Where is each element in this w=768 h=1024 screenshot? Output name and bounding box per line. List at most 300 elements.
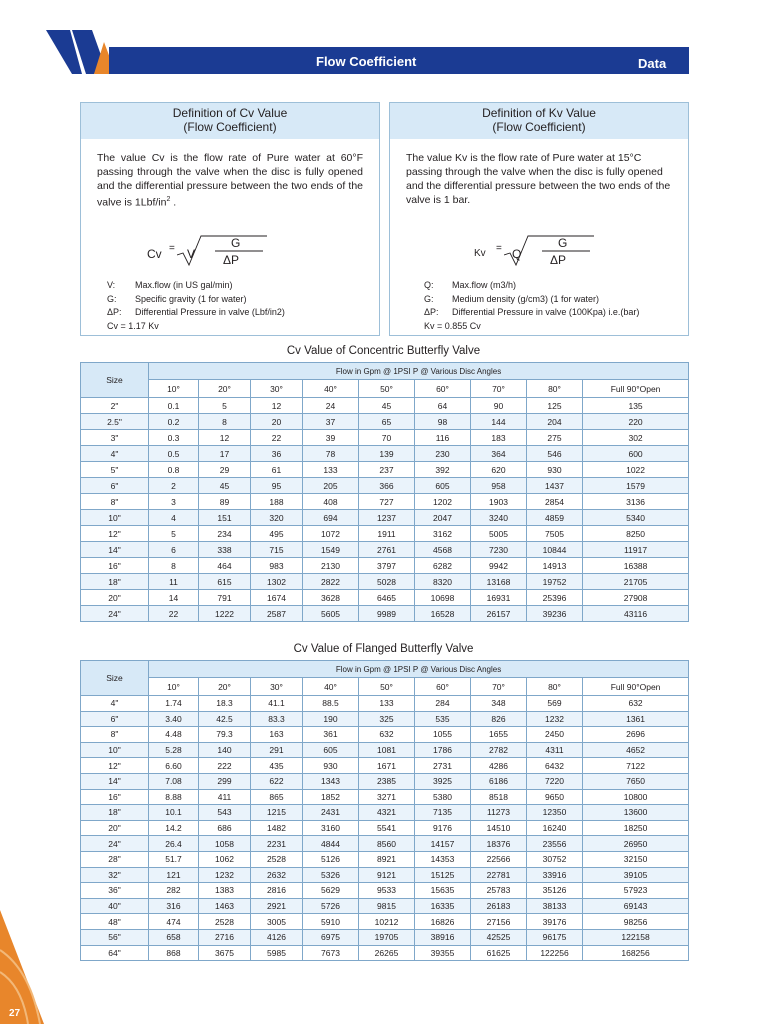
cv-definition-heading: Definition of Cv Value (Flow Coefficient) bbox=[81, 103, 379, 139]
cv-cell: 791 bbox=[199, 590, 251, 606]
cv-cell: 5340 bbox=[583, 510, 689, 526]
cv-cell: 9815 bbox=[359, 898, 415, 914]
cv-cell: 1674 bbox=[251, 590, 303, 606]
cv-cell: 90 bbox=[471, 398, 527, 414]
cv-cell: 615 bbox=[199, 574, 251, 590]
cv-cell: 7230 bbox=[471, 542, 527, 558]
cv-cell: 15635 bbox=[415, 883, 471, 899]
cv-cell: 4859 bbox=[527, 510, 583, 526]
cv-cell: 9121 bbox=[359, 867, 415, 883]
cv-cell: 98256 bbox=[583, 914, 689, 930]
kv-definition-text: The value Kv is the flow rate of Pure water at 15°C passing through the valve when the disc is fully opened and the differential pressure between the two ends of the valve is 1 bar. bbox=[406, 152, 671, 206]
cv-cell: 366 bbox=[359, 478, 415, 494]
cv-cell: 16388 bbox=[583, 558, 689, 574]
cv-cell: 632 bbox=[583, 696, 689, 712]
table-row bbox=[81, 510, 689, 526]
cv-cell: 632 bbox=[359, 727, 415, 743]
size-cell: 14" bbox=[81, 773, 149, 789]
cv-cell: 8518 bbox=[471, 789, 527, 805]
cv-cell: 5326 bbox=[303, 867, 359, 883]
cv-cell: 4652 bbox=[583, 742, 689, 758]
cv-cell: 61625 bbox=[471, 945, 527, 961]
cv-cell: 435 bbox=[251, 758, 303, 774]
table-row bbox=[81, 590, 689, 606]
cv-cell: 14.2 bbox=[149, 820, 199, 836]
cv-cell: 0.3 bbox=[149, 430, 199, 446]
table-row bbox=[81, 414, 689, 430]
cv-definition-text: The value Cv is the flow rate of Pure water at 60°F passing through the valve when the disc is fully opened and the differential pressure between the two ends of the valve is $1Lbf/in^2$ . bbox=[97, 152, 363, 209]
cv-cell: 12350 bbox=[527, 805, 583, 821]
cv-cell: 2731 bbox=[415, 758, 471, 774]
cv-cell: 1911 bbox=[359, 526, 415, 542]
kv-legend bbox=[424, 279, 639, 333]
cv-cell: 392 bbox=[415, 462, 471, 478]
cv-cell: 3271 bbox=[359, 789, 415, 805]
size-cell: 12" bbox=[81, 526, 149, 542]
cv-cell: 0.5 bbox=[149, 446, 199, 462]
size-cell: 64" bbox=[81, 945, 149, 961]
size-cell: 48" bbox=[81, 914, 149, 930]
cv-cell: 33916 bbox=[527, 867, 583, 883]
cv-cell: 727 bbox=[359, 494, 415, 510]
cv-cell: 7220 bbox=[527, 773, 583, 789]
cv-cell: 7650 bbox=[583, 773, 689, 789]
angle-header: Full 90°Open bbox=[583, 678, 689, 696]
cv-cell: 16931 bbox=[471, 590, 527, 606]
cv-cell: 299 bbox=[199, 773, 251, 789]
table-row bbox=[81, 758, 689, 774]
size-cell: 20" bbox=[81, 590, 149, 606]
angle-header: 80° bbox=[527, 380, 583, 398]
cv-cell: 1655 bbox=[471, 727, 527, 743]
cv-cell: 8250 bbox=[583, 526, 689, 542]
cv-cell: 133 bbox=[359, 696, 415, 712]
table-row bbox=[81, 914, 689, 930]
cv-cell: 5605 bbox=[303, 606, 359, 622]
size-cell: 56" bbox=[81, 929, 149, 945]
cv-cell: 4844 bbox=[303, 836, 359, 852]
cv-cell: 2716 bbox=[199, 929, 251, 945]
cv-cell: 1062 bbox=[199, 851, 251, 867]
cv-cell: 5380 bbox=[415, 789, 471, 805]
cv-cell: 275 bbox=[527, 430, 583, 446]
cv-cell: 1081 bbox=[359, 742, 415, 758]
cv-cell: 11 bbox=[149, 574, 199, 590]
cv-cell: 8 bbox=[149, 558, 199, 574]
cv-cell: 7505 bbox=[527, 526, 583, 542]
cv-cell: 5.28 bbox=[149, 742, 199, 758]
legend-item: Q: Max.flow (m3/h) bbox=[424, 280, 517, 290]
cv-cell: 2528 bbox=[199, 914, 251, 930]
cv-cell: 622 bbox=[251, 773, 303, 789]
cv-cell: 230 bbox=[415, 446, 471, 462]
cv-cell: 5910 bbox=[303, 914, 359, 930]
size-cell: 2" bbox=[81, 398, 149, 414]
cv-cell: 605 bbox=[303, 742, 359, 758]
size-cell: 8" bbox=[81, 494, 149, 510]
section-label: Data bbox=[638, 56, 667, 71]
cv-cell: 125 bbox=[527, 398, 583, 414]
cv-cell: 4311 bbox=[527, 742, 583, 758]
cv-cell: 4.48 bbox=[149, 727, 199, 743]
cv-cell: 151 bbox=[199, 510, 251, 526]
cv-cell: 5541 bbox=[359, 820, 415, 836]
cv-cell: 7673 bbox=[303, 945, 359, 961]
cv-cell: 2854 bbox=[527, 494, 583, 510]
cv-cell: 1482 bbox=[251, 820, 303, 836]
cv-cell: 364 bbox=[471, 446, 527, 462]
angle-header: 70° bbox=[471, 380, 527, 398]
cv-cell: 42.5 bbox=[199, 711, 251, 727]
cv-cell: 5629 bbox=[303, 883, 359, 899]
cv-cell: 1786 bbox=[415, 742, 471, 758]
cv-cell: 361 bbox=[303, 727, 359, 743]
cv-cell: 2696 bbox=[583, 727, 689, 743]
cv-cell: 10800 bbox=[583, 789, 689, 805]
cv-cell: 9942 bbox=[471, 558, 527, 574]
flanged-table-title: Cv Value of Flanged Butterfly Valve bbox=[293, 643, 474, 655]
cv-cell: 10844 bbox=[527, 542, 583, 558]
cv-cell: 6465 bbox=[359, 590, 415, 606]
cv-cell: 2450 bbox=[527, 727, 583, 743]
cv-legend bbox=[107, 279, 285, 333]
flanged-cv-table bbox=[80, 660, 689, 961]
kv-definition-heading: Definition of Kv Value (Flow Coefficient) bbox=[390, 103, 688, 139]
table-row bbox=[81, 742, 689, 758]
cv-cell: 10698 bbox=[415, 590, 471, 606]
cv-cell: 19752 bbox=[527, 574, 583, 590]
size-cell: 10" bbox=[81, 510, 149, 526]
cv-cell: 16335 bbox=[415, 898, 471, 914]
table-row bbox=[81, 945, 689, 961]
cv-cell: 15125 bbox=[415, 867, 471, 883]
cv-cell: 205 bbox=[303, 478, 359, 494]
cv-cell: 133 bbox=[303, 462, 359, 478]
cv-cell: 188 bbox=[251, 494, 303, 510]
kv-relation: Kv = 0.855 Cv bbox=[424, 320, 481, 331]
size-cell: 12" bbox=[81, 758, 149, 774]
cv-cell: 325 bbox=[359, 711, 415, 727]
angle-header: 70° bbox=[471, 678, 527, 696]
cv-cell: 36 bbox=[251, 446, 303, 462]
size-cell: 4" bbox=[81, 446, 149, 462]
cv-cell: 1.74 bbox=[149, 696, 199, 712]
cv-cell: 569 bbox=[527, 696, 583, 712]
cv-cell: 13600 bbox=[583, 805, 689, 821]
table-row bbox=[81, 696, 689, 712]
cv-cell: 23556 bbox=[527, 836, 583, 852]
cv-cell: 1202 bbox=[415, 494, 471, 510]
page-number: 27 bbox=[9, 1008, 21, 1019]
table-row bbox=[81, 727, 689, 743]
corner-decoration bbox=[0, 910, 60, 1024]
cv-cell: 27156 bbox=[471, 914, 527, 930]
cv-cell: 96175 bbox=[527, 929, 583, 945]
cv-cell: 122256 bbox=[527, 945, 583, 961]
cv-cell: 4321 bbox=[359, 805, 415, 821]
cv-cell: 9533 bbox=[359, 883, 415, 899]
size-cell: 5" bbox=[81, 462, 149, 478]
cv-cell: 43116 bbox=[583, 606, 689, 622]
cv-cell: 930 bbox=[527, 462, 583, 478]
cv-cell: 2761 bbox=[359, 542, 415, 558]
cv-cell: 8320 bbox=[415, 574, 471, 590]
cv-cell: 302 bbox=[583, 430, 689, 446]
cv-cell: 83.3 bbox=[251, 711, 303, 727]
cv-cell: 139 bbox=[359, 446, 415, 462]
cv-cell: 8 bbox=[199, 414, 251, 430]
group-header: Flow in Gpm @ 1PSI P @ Various Disc Angles bbox=[149, 363, 689, 380]
cv-cell: 20 bbox=[251, 414, 303, 430]
cv-cell: 6186 bbox=[471, 773, 527, 789]
cv-cell: 320 bbox=[251, 510, 303, 526]
table-row bbox=[81, 867, 689, 883]
cv-cell: 220 bbox=[583, 414, 689, 430]
cv-cell: 338 bbox=[199, 542, 251, 558]
cv-cell: 5005 bbox=[471, 526, 527, 542]
cv-cell: 1232 bbox=[527, 711, 583, 727]
cv-cell: 89 bbox=[199, 494, 251, 510]
cv-cell: 12 bbox=[199, 430, 251, 446]
cv-cell: 9650 bbox=[527, 789, 583, 805]
cv-cell: 5 bbox=[149, 526, 199, 542]
cv-cell: 605 bbox=[415, 478, 471, 494]
cv-cell: 8.88 bbox=[149, 789, 199, 805]
size-cell: 3" bbox=[81, 430, 149, 446]
cv-cell: 11917 bbox=[583, 542, 689, 558]
angle-header: 10° bbox=[149, 678, 199, 696]
cv-cell: 16528 bbox=[415, 606, 471, 622]
table-row bbox=[81, 789, 689, 805]
cv-cell: 1022 bbox=[583, 462, 689, 478]
size-cell: 40" bbox=[81, 898, 149, 914]
cv-cell: 234 bbox=[199, 526, 251, 542]
cv-cell: 41.1 bbox=[251, 696, 303, 712]
cv-cell: 22 bbox=[251, 430, 303, 446]
cv-cell: 26157 bbox=[471, 606, 527, 622]
cv-cell: 37 bbox=[303, 414, 359, 430]
cv-cell: 2632 bbox=[251, 867, 303, 883]
angle-header: 60° bbox=[415, 380, 471, 398]
cv-cell: 5985 bbox=[251, 945, 303, 961]
cv-cell: 411 bbox=[199, 789, 251, 805]
cv-cell: 5 bbox=[199, 398, 251, 414]
angle-header: Full 90°Open bbox=[583, 380, 689, 398]
cv-cell: 7135 bbox=[415, 805, 471, 821]
legend-item: G: Specific gravity (1 for water) bbox=[107, 293, 247, 304]
cv-cell: 6282 bbox=[415, 558, 471, 574]
cv-cell: 64 bbox=[415, 398, 471, 414]
table-row bbox=[81, 462, 689, 478]
table-row bbox=[81, 558, 689, 574]
cv-cell: 39355 bbox=[415, 945, 471, 961]
cv-cell: 348 bbox=[471, 696, 527, 712]
cv-cell: 3162 bbox=[415, 526, 471, 542]
cv-cell: 1671 bbox=[359, 758, 415, 774]
angle-header: 80° bbox=[527, 678, 583, 696]
cv-cell: 65 bbox=[359, 414, 415, 430]
cv-cell: 1232 bbox=[199, 867, 251, 883]
cv-cell: 24 bbox=[303, 398, 359, 414]
cv-cell: 222 bbox=[199, 758, 251, 774]
cv-cell: 8921 bbox=[359, 851, 415, 867]
kv-definition-box bbox=[389, 102, 689, 336]
page-title: Flow Coefficient bbox=[316, 54, 417, 69]
cv-cell: 116 bbox=[415, 430, 471, 446]
cv-cell: 39 bbox=[303, 430, 359, 446]
cv-cell: 600 bbox=[583, 446, 689, 462]
cv-cell: 204 bbox=[527, 414, 583, 430]
table-row bbox=[81, 478, 689, 494]
size-cell: 20" bbox=[81, 820, 149, 836]
angle-header: 50° bbox=[359, 380, 415, 398]
cv-cell: 121 bbox=[149, 867, 199, 883]
cv-cell: 29 bbox=[199, 462, 251, 478]
size-cell: 18" bbox=[81, 805, 149, 821]
cv-cell: 1383 bbox=[199, 883, 251, 899]
cv-cell: 16826 bbox=[415, 914, 471, 930]
cv-cell: 1903 bbox=[471, 494, 527, 510]
cv-cell: 8560 bbox=[359, 836, 415, 852]
cv-cell: 12 bbox=[251, 398, 303, 414]
size-cell: 24" bbox=[81, 606, 149, 622]
table-row bbox=[81, 430, 689, 446]
cv-cell: 7.08 bbox=[149, 773, 199, 789]
cv-cell: 1058 bbox=[199, 836, 251, 852]
table-row bbox=[81, 820, 689, 836]
cv-cell: 3628 bbox=[303, 590, 359, 606]
cv-cell: 39105 bbox=[583, 867, 689, 883]
angle-header: 50° bbox=[359, 678, 415, 696]
cv-cell: 22566 bbox=[471, 851, 527, 867]
table-row bbox=[81, 805, 689, 821]
table-row bbox=[81, 494, 689, 510]
cv-cell: 715 bbox=[251, 542, 303, 558]
cv-cell: 4126 bbox=[251, 929, 303, 945]
cv-cell: 546 bbox=[527, 446, 583, 462]
cv-cell: 19705 bbox=[359, 929, 415, 945]
cv-definition-box bbox=[80, 102, 380, 336]
angle-header: 40° bbox=[303, 678, 359, 696]
cv-cell: 2528 bbox=[251, 851, 303, 867]
cv-cell: 22 bbox=[149, 606, 199, 622]
cv-cell: 2047 bbox=[415, 510, 471, 526]
table-row bbox=[81, 542, 689, 558]
cv-cell: 27908 bbox=[583, 590, 689, 606]
cv-cell: 16240 bbox=[527, 820, 583, 836]
angle-header: 40° bbox=[303, 380, 359, 398]
cv-cell: 11273 bbox=[471, 805, 527, 821]
cv-cell: 122158 bbox=[583, 929, 689, 945]
legend-item: G: Medium density (g/cm3) (1 for water) bbox=[424, 293, 600, 304]
cv-cell: 930 bbox=[303, 758, 359, 774]
concentric-cv-table bbox=[80, 362, 689, 622]
cv-cell: 1549 bbox=[303, 542, 359, 558]
cv-cell: 10212 bbox=[359, 914, 415, 930]
cv-relation: Cv = 1.17 Kv bbox=[107, 320, 159, 331]
size-cell: 4" bbox=[81, 696, 149, 712]
angle-header: 10° bbox=[149, 380, 199, 398]
cv-cell: 14157 bbox=[415, 836, 471, 852]
cv-cell: 3005 bbox=[251, 914, 303, 930]
cv-cell: 39176 bbox=[527, 914, 583, 930]
cv-cell: 5028 bbox=[359, 574, 415, 590]
cv-cell: 2231 bbox=[251, 836, 303, 852]
cv-cell: 543 bbox=[199, 805, 251, 821]
cv-cell: 38133 bbox=[527, 898, 583, 914]
cv-cell: 26950 bbox=[583, 836, 689, 852]
cv-cell: 5126 bbox=[303, 851, 359, 867]
table-row bbox=[81, 773, 689, 789]
cv-cell: 474 bbox=[149, 914, 199, 930]
cv-cell: 70 bbox=[359, 430, 415, 446]
cv-cell: 535 bbox=[415, 711, 471, 727]
size-cell: 36" bbox=[81, 883, 149, 899]
cv-cell: 826 bbox=[471, 711, 527, 727]
cv-cell: 1343 bbox=[303, 773, 359, 789]
table-row bbox=[81, 883, 689, 899]
table-row bbox=[81, 898, 689, 914]
cv-cell: 51.7 bbox=[149, 851, 199, 867]
cv-cell: 620 bbox=[471, 462, 527, 478]
cv-cell: 2385 bbox=[359, 773, 415, 789]
cv-cell: 1215 bbox=[251, 805, 303, 821]
legend-item: ΔP: Differential Pressure in valve (100Kpa) i.e.(bar) bbox=[424, 307, 640, 317]
cv-cell: 45 bbox=[199, 478, 251, 494]
size-cell: 28" bbox=[81, 851, 149, 867]
cv-cell: 79.3 bbox=[199, 727, 251, 743]
cv-cell: 2130 bbox=[303, 558, 359, 574]
kv-formula: Kv = Q G ΔP bbox=[474, 235, 644, 271]
cv-cell: 3925 bbox=[415, 773, 471, 789]
cv-cell: 1579 bbox=[583, 478, 689, 494]
cv-cell: 42525 bbox=[471, 929, 527, 945]
size-cell: 32" bbox=[81, 867, 149, 883]
cv-cell: 3675 bbox=[199, 945, 251, 961]
cv-cell: 3797 bbox=[359, 558, 415, 574]
cv-cell: 26265 bbox=[359, 945, 415, 961]
cv-cell: 1055 bbox=[415, 727, 471, 743]
cv-cell: 1222 bbox=[199, 606, 251, 622]
cv-cell: 284 bbox=[415, 696, 471, 712]
cv-cell: 6 bbox=[149, 542, 199, 558]
concentric-table-title: Cv Value of Concentric Butterfly Valve bbox=[286, 345, 481, 357]
cv-cell: 958 bbox=[471, 478, 527, 494]
cv-cell: 1361 bbox=[583, 711, 689, 727]
cv-cell: 18.3 bbox=[199, 696, 251, 712]
table-row bbox=[81, 398, 689, 414]
cv-cell: 3240 bbox=[471, 510, 527, 526]
angle-header: 20° bbox=[199, 380, 251, 398]
cv-cell: 6432 bbox=[527, 758, 583, 774]
cv-cell: 1072 bbox=[303, 526, 359, 542]
cv-cell: 14510 bbox=[471, 820, 527, 836]
cv-cell: 686 bbox=[199, 820, 251, 836]
table-row bbox=[81, 606, 689, 622]
cv-cell: 9989 bbox=[359, 606, 415, 622]
cv-cell: 14913 bbox=[527, 558, 583, 574]
cv-cell: 5726 bbox=[303, 898, 359, 914]
cv-cell: 30752 bbox=[527, 851, 583, 867]
group-header: Flow in Gpm @ 1PSI P @ Various Disc Angles bbox=[149, 661, 689, 678]
cv-cell: 183 bbox=[471, 430, 527, 446]
size-cell: 16" bbox=[81, 789, 149, 805]
cv-cell: 135 bbox=[583, 398, 689, 414]
cv-cell: 658 bbox=[149, 929, 199, 945]
cv-cell: 140 bbox=[199, 742, 251, 758]
cv-cell: 1852 bbox=[303, 789, 359, 805]
table-row bbox=[81, 836, 689, 852]
